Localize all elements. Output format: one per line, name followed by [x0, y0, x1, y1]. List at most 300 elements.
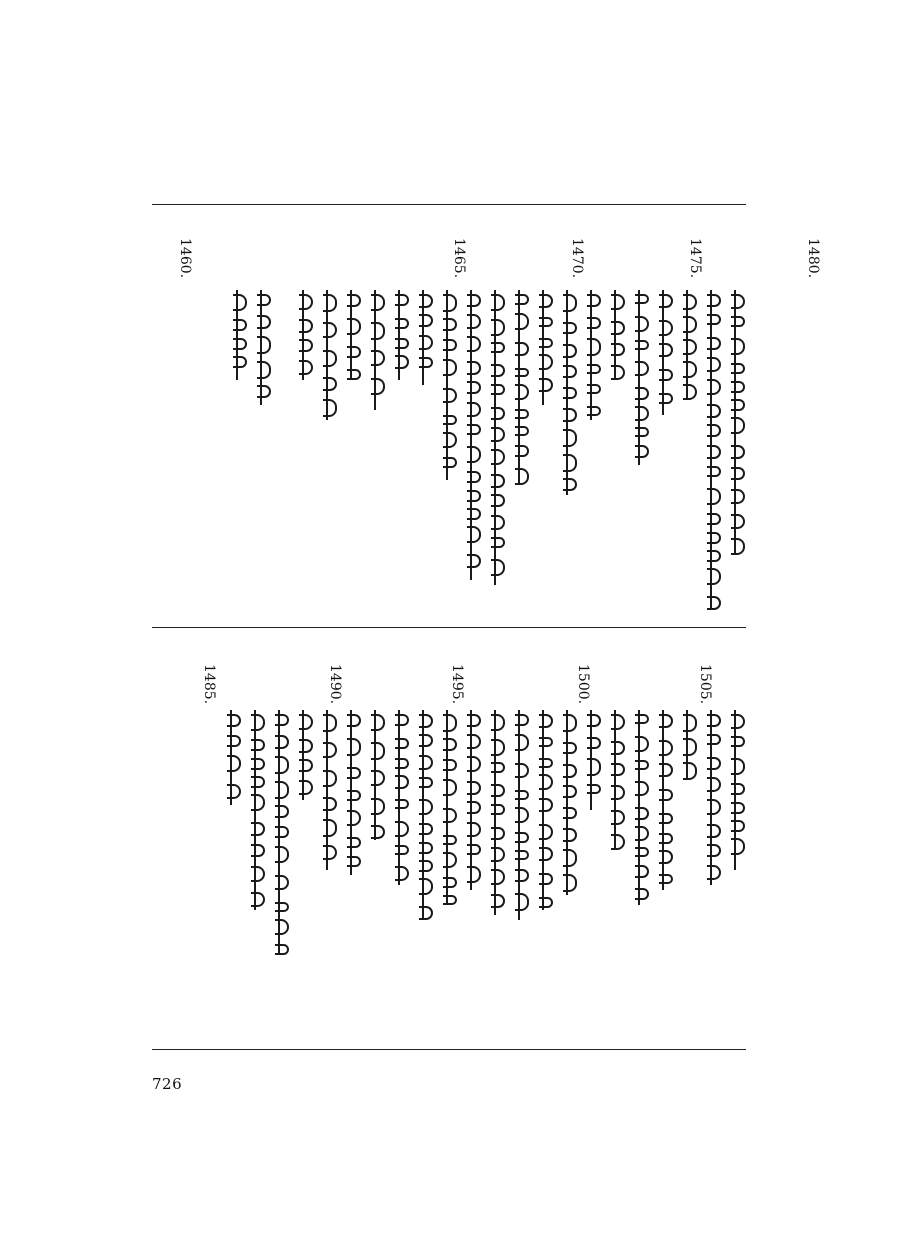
- mongolian-text-line: [726, 710, 744, 870]
- script-glyph: [659, 343, 673, 357]
- script-glyph: [515, 734, 529, 751]
- script-glyph: [299, 319, 313, 333]
- script-glyph: [371, 378, 385, 395]
- script-glyph: [371, 770, 385, 786]
- script-glyph: [539, 798, 553, 812]
- script-glyph: [611, 785, 625, 800]
- mongolian-text-line: [726, 290, 744, 555]
- script-glyph: [467, 471, 481, 483]
- script-glyph: [443, 294, 457, 312]
- mongolian-text-line: [366, 290, 384, 410]
- script-glyph: [611, 763, 625, 776]
- script-glyph: [635, 445, 649, 458]
- page-number: 726: [152, 1075, 183, 1093]
- script-glyph: [563, 807, 577, 819]
- script-glyph: [323, 322, 337, 338]
- script-glyph: [347, 714, 361, 727]
- script-glyph: [563, 344, 577, 358]
- script-glyph: [467, 734, 481, 749]
- script-glyph: [275, 714, 289, 726]
- script-glyph: [443, 835, 457, 845]
- script-glyph: [443, 457, 457, 468]
- script-glyph: [419, 842, 433, 854]
- script-glyph: [251, 739, 265, 751]
- script-glyph: [419, 823, 433, 835]
- script-glyph: [257, 385, 271, 398]
- script-glyph: [347, 369, 361, 380]
- mongolian-text-line: [558, 290, 576, 495]
- script-glyph: [683, 714, 697, 732]
- script-stem: [566, 710, 568, 895]
- script-glyph: [563, 849, 577, 867]
- script-glyph: [635, 340, 649, 350]
- script-glyph: [251, 714, 265, 731]
- script-glyph: [257, 294, 271, 306]
- script-glyph: [443, 738, 457, 751]
- mongolian-text-line: [654, 710, 672, 890]
- script-glyph: [227, 755, 241, 772]
- line-number: 1500.: [575, 664, 591, 705]
- script-glyph: [731, 316, 745, 327]
- mongolian-text-line: [414, 710, 432, 920]
- script-glyph: [635, 847, 649, 857]
- script-glyph: [347, 738, 361, 756]
- mongolian-text-line: [390, 290, 408, 380]
- mongolian-text-line: [582, 710, 600, 810]
- script-glyph: [683, 339, 697, 355]
- script-glyph: [635, 807, 649, 820]
- script-glyph: [443, 808, 457, 823]
- script-glyph: [563, 742, 577, 754]
- script-glyph: [563, 828, 577, 842]
- mongolian-text-line: [534, 290, 552, 405]
- script-glyph: [539, 354, 553, 370]
- script-glyph: [515, 468, 529, 485]
- script-glyph: [491, 894, 505, 908]
- script-glyph: [707, 799, 721, 815]
- script-glyph: [707, 596, 721, 610]
- script-glyph: [563, 322, 577, 334]
- mongolian-text-line: [606, 710, 624, 850]
- script-glyph: [299, 780, 313, 795]
- script-glyph: [395, 821, 409, 837]
- line-number: 1490.: [327, 664, 343, 705]
- script-glyph: [539, 714, 553, 728]
- script-glyph: [467, 314, 481, 329]
- script-glyph: [515, 832, 529, 843]
- script-glyph: [539, 378, 553, 392]
- script-glyph: [491, 294, 505, 311]
- script-glyph: [275, 805, 289, 818]
- script-glyph: [707, 513, 721, 525]
- script-glyph: [371, 798, 385, 815]
- script-glyph: [371, 350, 385, 366]
- script-glyph: [515, 294, 529, 305]
- script-glyph: [443, 714, 457, 732]
- script-glyph: [275, 875, 289, 890]
- script-glyph: [611, 834, 625, 850]
- script-glyph: [275, 944, 289, 955]
- script-glyph: [491, 474, 505, 488]
- script-glyph: [611, 365, 625, 380]
- mongolian-text-line: [270, 710, 288, 955]
- script-glyph: [323, 797, 337, 811]
- script-glyph: [587, 294, 601, 307]
- script-glyph: [491, 869, 505, 885]
- script-glyph: [707, 294, 721, 307]
- script-glyph: [323, 350, 337, 367]
- script-glyph: [731, 838, 745, 855]
- line-number: 1485.: [201, 664, 217, 705]
- script-glyph: [233, 294, 247, 311]
- script-glyph: [467, 446, 481, 463]
- script-glyph: [395, 355, 409, 369]
- script-glyph: [515, 368, 529, 378]
- script-glyph: [443, 388, 457, 403]
- script-glyph: [395, 845, 409, 855]
- script-glyph: [257, 361, 271, 379]
- script-glyph: [233, 338, 247, 350]
- script-glyph: [539, 758, 553, 768]
- script-glyph: [515, 869, 529, 882]
- bottom-verse-section: [152, 642, 746, 1047]
- script-glyph: [299, 360, 313, 375]
- mongolian-text-line: [294, 290, 312, 380]
- script-glyph: [587, 364, 601, 374]
- script-glyph: [467, 822, 481, 837]
- script-glyph: [371, 714, 385, 731]
- line-number: 1480.: [805, 238, 821, 279]
- script-glyph: [395, 866, 409, 881]
- script-glyph: [563, 478, 577, 491]
- script-glyph: [233, 319, 247, 331]
- script-glyph: [611, 321, 625, 335]
- script-glyph: [539, 897, 553, 908]
- mongolian-text-line: [222, 710, 240, 805]
- bottom-rule: [152, 1049, 746, 1050]
- script-glyph: [635, 736, 649, 752]
- script-glyph: [635, 427, 649, 437]
- mongolian-text-line: [630, 710, 648, 905]
- mongolian-text-line: [654, 290, 672, 415]
- script-glyph: [563, 785, 577, 798]
- mongolian-text-line: [606, 290, 624, 380]
- script-glyph: [419, 860, 433, 872]
- script-glyph: [491, 384, 505, 395]
- line-number: 1465.: [451, 238, 467, 279]
- script-glyph: [323, 377, 337, 391]
- script-glyph: [299, 759, 313, 772]
- script-glyph: [233, 356, 247, 368]
- script-glyph: [443, 877, 457, 888]
- script-glyph: [419, 799, 433, 816]
- mongolian-text-line: [630, 290, 648, 465]
- script-glyph: [587, 737, 601, 749]
- script-glyph: [443, 759, 457, 771]
- script-glyph: [587, 714, 601, 727]
- script-glyph: [707, 445, 721, 460]
- script-glyph: [299, 339, 313, 352]
- script-glyph: [323, 819, 337, 837]
- mongolian-text-line: [294, 710, 312, 800]
- script-glyph: [257, 315, 271, 329]
- script-glyph: [683, 316, 697, 332]
- script-glyph: [347, 837, 361, 848]
- script-glyph: [563, 454, 577, 472]
- mongolian-text-line: [438, 710, 456, 905]
- script-glyph: [275, 919, 289, 935]
- script-glyph: [419, 714, 433, 728]
- script-glyph: [275, 826, 289, 838]
- mongolian-text-line: [318, 710, 336, 870]
- script-glyph: [731, 489, 745, 505]
- script-glyph: [587, 758, 601, 776]
- script-glyph: [659, 369, 673, 381]
- script-glyph: [515, 807, 529, 823]
- script-stem: [614, 710, 616, 850]
- mongolian-text-line: [252, 290, 270, 405]
- script-glyph: [731, 381, 745, 393]
- script-glyph: [251, 822, 265, 836]
- script-glyph: [491, 319, 505, 336]
- script-glyph: [659, 763, 673, 777]
- script-glyph: [491, 559, 505, 576]
- mongolian-text-line: [534, 710, 552, 910]
- top-rule: [152, 204, 746, 205]
- mongolian-text-line: [486, 710, 504, 915]
- script-glyph: [731, 338, 745, 355]
- script-glyph: [731, 467, 745, 480]
- mongolian-text-line: [342, 710, 360, 875]
- script-glyph: [539, 317, 553, 327]
- script-glyph: [275, 781, 289, 799]
- script-glyph: [635, 316, 649, 332]
- script-glyph: [635, 387, 649, 400]
- line-number: 1505.: [697, 664, 713, 705]
- script-glyph: [707, 424, 721, 437]
- script-glyph: [491, 537, 505, 548]
- script-glyph: [347, 856, 361, 867]
- script-glyph: [275, 756, 289, 774]
- script-glyph: [443, 339, 457, 351]
- script-glyph: [515, 850, 529, 860]
- line-number: 1475.: [687, 238, 703, 279]
- script-glyph: [491, 342, 505, 353]
- script-glyph: [467, 756, 481, 772]
- mongolian-text-line: [582, 290, 600, 420]
- script-glyph: [443, 779, 457, 796]
- script-glyph: [467, 554, 481, 568]
- script-glyph: [323, 742, 337, 758]
- script-glyph: [467, 361, 481, 375]
- script-glyph: [731, 363, 745, 375]
- mongolian-text-line: [678, 710, 696, 780]
- script-glyph: [707, 550, 721, 562]
- mongolian-text-line: [510, 710, 528, 920]
- script-glyph: [467, 424, 481, 435]
- mongolian-text-line: [462, 710, 480, 890]
- script-glyph: [395, 318, 409, 329]
- script-glyph: [491, 847, 505, 862]
- script-glyph: [491, 494, 505, 507]
- script-glyph: [731, 514, 745, 529]
- script-glyph: [635, 294, 649, 304]
- script-glyph: [491, 762, 505, 773]
- script-glyph: [635, 781, 649, 796]
- script-glyph: [467, 844, 481, 855]
- script-glyph: [347, 810, 361, 826]
- script-glyph: [371, 294, 385, 311]
- script-glyph: [707, 757, 721, 770]
- script-glyph: [443, 852, 457, 868]
- script-glyph: [659, 850, 673, 864]
- script-glyph: [707, 357, 721, 372]
- script-glyph: [563, 387, 577, 399]
- script-glyph: [251, 844, 265, 857]
- script-glyph: [323, 399, 337, 417]
- script-glyph: [323, 845, 337, 860]
- script-glyph: [227, 714, 241, 727]
- line-number: 1460.: [177, 238, 193, 279]
- script-glyph: [683, 738, 697, 756]
- line-number: 1470.: [569, 238, 585, 279]
- script-glyph: [419, 906, 433, 920]
- script-glyph: [539, 774, 553, 790]
- script-glyph: [299, 294, 313, 310]
- mongolian-text-line: [678, 290, 696, 400]
- script-glyph: [635, 865, 649, 878]
- script-glyph: [419, 878, 433, 895]
- script-glyph: [731, 294, 745, 309]
- script-glyph: [323, 294, 337, 312]
- middle-rule: [152, 627, 746, 628]
- script-glyph: [515, 893, 529, 911]
- script-glyph: [515, 790, 529, 800]
- script-glyph: [395, 775, 409, 789]
- script-glyph: [467, 714, 481, 727]
- script-glyph: [731, 736, 745, 747]
- mongolian-text-line: [342, 290, 360, 380]
- script-glyph: [491, 784, 505, 797]
- script-glyph: [635, 361, 649, 376]
- mongolian-text-line: [390, 710, 408, 885]
- script-glyph: [419, 755, 433, 770]
- mongolian-text-line: [228, 290, 246, 380]
- script-glyph: [515, 384, 529, 399]
- script-glyph: [419, 294, 433, 308]
- script-glyph: [347, 790, 361, 801]
- script-glyph: [515, 342, 529, 356]
- script-glyph: [635, 714, 649, 724]
- script-glyph: [299, 739, 313, 753]
- script-glyph: [707, 337, 721, 350]
- script-glyph: [491, 515, 505, 530]
- script-glyph: [635, 826, 649, 841]
- script-glyph: [467, 801, 481, 814]
- script-glyph: [683, 294, 697, 310]
- script-glyph: [347, 318, 361, 336]
- script-glyph: [419, 335, 433, 350]
- script-glyph: [371, 742, 385, 760]
- script-glyph: [659, 320, 673, 336]
- script-glyph: [659, 874, 673, 884]
- script-glyph: [395, 338, 409, 349]
- script-glyph: [467, 490, 481, 502]
- script-glyph: [539, 294, 553, 308]
- script-glyph: [467, 508, 481, 520]
- mongolian-text-line: [414, 290, 432, 385]
- script-glyph: [419, 734, 433, 747]
- script-glyph: [587, 406, 601, 416]
- script-glyph: [491, 449, 505, 465]
- script-glyph: [635, 888, 649, 900]
- script-glyph: [563, 764, 577, 778]
- script-glyph: [707, 824, 721, 838]
- script-glyph: [491, 827, 505, 840]
- script-glyph: [347, 767, 361, 779]
- script-glyph: [467, 781, 481, 795]
- script-glyph: [707, 488, 721, 505]
- script-glyph: [707, 734, 721, 745]
- script-glyph: [659, 740, 673, 756]
- script-glyph: [467, 402, 481, 417]
- script-glyph: [371, 825, 385, 839]
- script-glyph: [587, 338, 601, 356]
- script-glyph: [587, 384, 601, 394]
- script-glyph: [731, 538, 745, 555]
- script-glyph: [563, 714, 577, 732]
- script-glyph: [371, 322, 385, 340]
- script-glyph: [731, 783, 745, 795]
- script-glyph: [707, 714, 721, 727]
- script-glyph: [491, 407, 505, 420]
- script-glyph: [587, 784, 601, 794]
- script-glyph: [515, 409, 529, 420]
- mongolian-text-line: [558, 710, 576, 895]
- script-glyph: [443, 432, 457, 448]
- script-glyph: [251, 794, 265, 811]
- script-glyph: [251, 776, 265, 788]
- script-glyph: [683, 384, 697, 400]
- script-glyph: [467, 294, 481, 307]
- script-glyph: [539, 737, 553, 747]
- script-glyph: [443, 359, 457, 376]
- script-glyph: [731, 399, 745, 411]
- script-glyph: [611, 343, 625, 356]
- mongolian-text-line: [462, 290, 480, 580]
- script-glyph: [419, 357, 433, 368]
- script-glyph: [563, 408, 577, 422]
- script-glyph: [419, 314, 433, 327]
- script-glyph: [611, 741, 625, 755]
- script-glyph: [395, 799, 409, 809]
- script-glyph: [635, 760, 649, 770]
- script-glyph: [611, 714, 625, 730]
- script-glyph: [731, 758, 745, 775]
- mongolian-text-line: [318, 290, 336, 420]
- line-number: 1495.: [449, 664, 465, 705]
- script-glyph: [563, 365, 577, 378]
- script-glyph: [707, 404, 721, 418]
- script-glyph: [467, 866, 481, 883]
- script-glyph: [347, 346, 361, 358]
- script-glyph: [707, 777, 721, 792]
- script-glyph: [539, 873, 553, 885]
- script-glyph: [539, 824, 553, 840]
- mongolian-text-line: [438, 290, 456, 480]
- script-glyph: [707, 844, 721, 857]
- script-glyph: [275, 902, 289, 912]
